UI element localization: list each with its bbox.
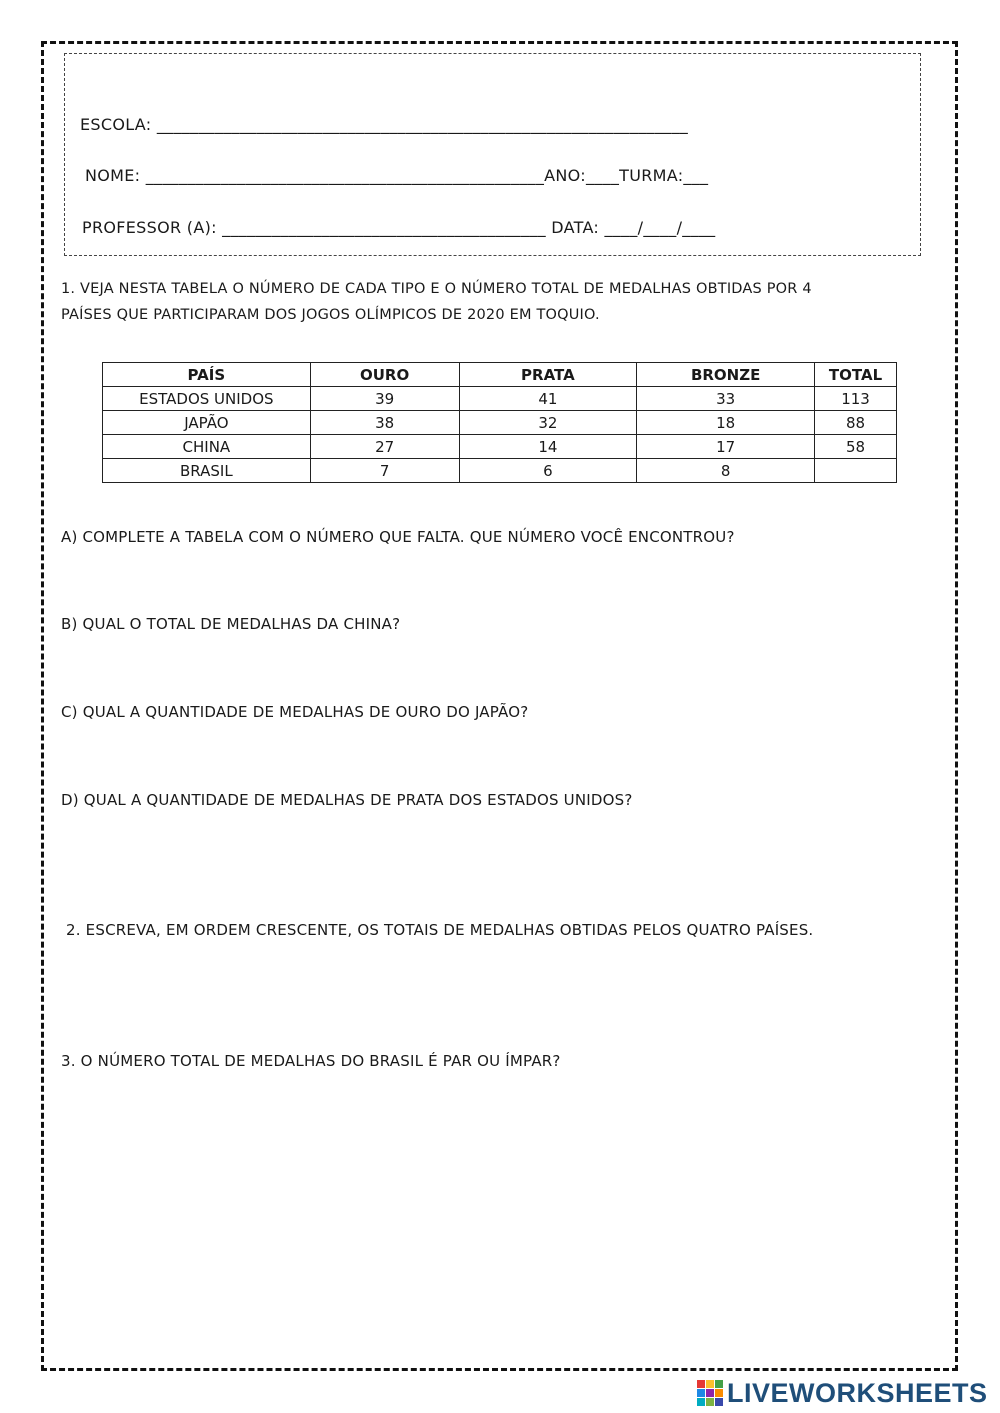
question-1-line1: 1. VEJA NESTA TABELA O NÚMERO DE CADA TIPO E O NÚMERO TOTAL DE MEDALHAS OBTIDAS POR 4 [61, 281, 812, 297]
cell-gold: 38 [310, 411, 459, 435]
cell-total-blank[interactable] [815, 459, 897, 483]
cell-country: ESTADOS UNIDOS [103, 387, 311, 411]
medals-table [102, 362, 897, 483]
cell-country: BRASIL [103, 459, 311, 483]
table-row [103, 435, 897, 459]
logo-square [715, 1389, 723, 1397]
logo-square [706, 1389, 714, 1397]
question-c: C) QUAL A QUANTIDADE DE MEDALHAS DE OURO DO JAPÃO? [61, 703, 529, 721]
professor-field[interactable]: PROFESSOR (A): _______________________________________ DATA: ____/____/____ [82, 218, 716, 237]
logo-square [715, 1398, 723, 1406]
logo-square [706, 1380, 714, 1388]
header-pais: PAÍS [103, 363, 311, 387]
cell-country: CHINA [103, 435, 311, 459]
cell-silver: 14 [459, 435, 637, 459]
cell-bronze: 17 [637, 435, 815, 459]
table-row [103, 459, 897, 483]
cell-gold: 39 [310, 387, 459, 411]
question-b: B) QUAL O TOTAL DE MEDALHAS DA CHINA? [61, 615, 401, 633]
cell-total: 58 [815, 435, 897, 459]
table-row [103, 387, 897, 411]
header-prata: PRATA [459, 363, 637, 387]
question-3: 3. O NÚMERO TOTAL DE MEDALHAS DO BRASIL É PAR OU ÍMPAR? [61, 1052, 561, 1070]
question-d: D) QUAL A QUANTIDADE DE MEDALHAS DE PRATA DOS ESTADOS UNIDOS? [61, 791, 633, 809]
logo-square [697, 1380, 705, 1388]
cell-bronze: 8 [637, 459, 815, 483]
header-ouro: OURO [310, 363, 459, 387]
header-bronze: BRONZE [637, 363, 815, 387]
logo-square [715, 1380, 723, 1388]
cell-gold: 7 [310, 459, 459, 483]
question-2: 2. ESCREVA, EM ORDEM CRESCENTE, OS TOTAIS DE MEDALHAS OBTIDAS PELOS QUATRO PAÍSES. [66, 921, 814, 939]
question-a: A) COMPLETE A TABELA COM O NÚMERO QUE FALTA. QUE NÚMERO VOCÊ ENCONTROU? [61, 528, 735, 546]
cell-total: 113 [815, 387, 897, 411]
header-total: TOTAL [815, 363, 897, 387]
cell-silver: 6 [459, 459, 637, 483]
logo-square [697, 1398, 705, 1406]
logo-mark-icon [697, 1380, 723, 1406]
cell-country: JAPÃO [103, 411, 311, 435]
logo-square [697, 1389, 705, 1397]
liveworksheets-logo[interactable] [697, 1378, 988, 1408]
cell-silver: 32 [459, 411, 637, 435]
escola-field[interactable]: ESCOLA: ________________________________________________________________ [80, 115, 689, 134]
cell-bronze: 18 [637, 411, 815, 435]
logo-square [706, 1398, 714, 1406]
table-row [103, 411, 897, 435]
cell-silver: 41 [459, 387, 637, 411]
nome-field[interactable]: NOME: ________________________________________________ANO:____TURMA:___ [85, 166, 709, 185]
logo-text: LIVEWORKSHEETS [727, 1377, 988, 1408]
cell-gold: 27 [310, 435, 459, 459]
cell-total: 88 [815, 411, 897, 435]
table-header-row [103, 363, 897, 387]
cell-bronze: 33 [637, 387, 815, 411]
question-1-line2: PAÍSES QUE PARTICIPARAM DOS JOGOS OLÍMPICOS DE 2020 EM TOQUIO. [61, 307, 600, 323]
